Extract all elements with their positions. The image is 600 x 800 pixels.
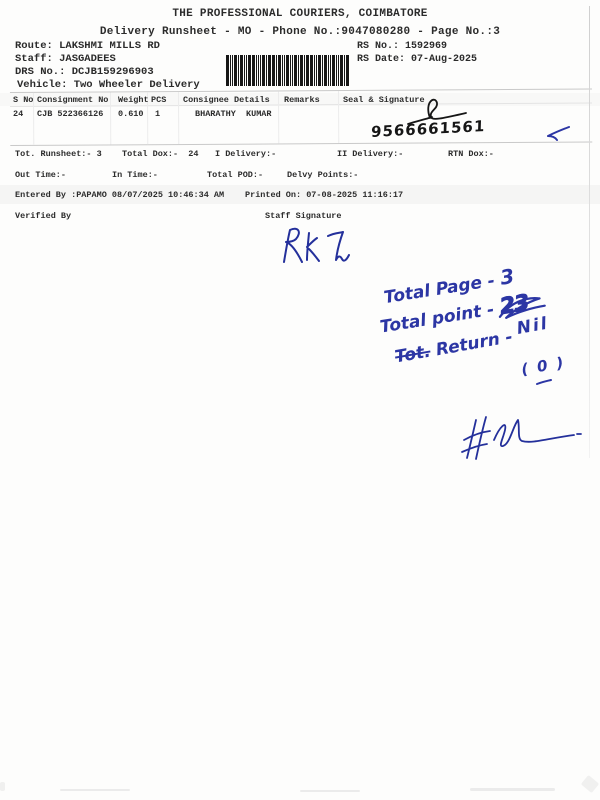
route-line: Route: LAKSHMI MILLS RD	[15, 40, 160, 52]
ii-delivery: II Delivery:-	[337, 149, 404, 159]
entered-by: Entered By :PAPAMO 08/07/2025 10:46:34 AM	[15, 190, 225, 200]
note-total-page-value: 3	[498, 263, 516, 290]
col-header-pcs: PCS	[151, 95, 167, 105]
note-total-page-label: Total Page -	[382, 269, 503, 309]
delvy-points: Delvy Points:-	[287, 170, 359, 180]
scan-smudge	[470, 788, 555, 791]
printed-on: Printed On: 07-08-2025 11:16:17	[245, 190, 404, 200]
row-consignment: CJB 522366126	[37, 109, 104, 119]
company-title: THE PROFESSIONAL COURIERS, COIMBATORE	[172, 8, 428, 20]
i-delivery: I Delivery:-	[215, 149, 277, 159]
total-runsheet: Tot. Runsheet:- 3	[15, 149, 102, 159]
note-total-point-value: 23	[497, 290, 530, 320]
total-pod: Total POD:-	[207, 170, 264, 180]
row-consignee: BHARATHY KUMAR	[195, 109, 272, 119]
note-return-struck-word: Tot.	[393, 341, 433, 368]
scan-edge-line	[589, 6, 590, 458]
rs-number: RS No.: 1592969	[357, 41, 448, 52]
row-pcs: 1	[155, 109, 161, 119]
in-time: In Time:-	[112, 170, 158, 180]
row-weight: 0.610	[118, 109, 144, 119]
col-header-consignment: Consignment No	[37, 95, 109, 105]
staff-signature-ink	[276, 224, 356, 269]
runsheet-subtitle: Delivery Runsheet - MO - Phone No.:9047080280 - Page No.:3	[99, 26, 501, 38]
scan-smudge	[0, 782, 5, 791]
col-header-seal: Seal & Signature	[343, 95, 425, 105]
note-return-value: Nil	[515, 313, 551, 339]
col-header-weight: Weight	[118, 95, 149, 105]
check-mark-ink	[545, 125, 571, 141]
row-sno: 24	[13, 109, 24, 119]
col-header-consignee: Consignee Details	[183, 95, 270, 105]
receiver-phone-handwritten: 9566661561	[370, 116, 486, 142]
verified-by-label: Verified By	[15, 211, 72, 221]
total-dox: Total Dox:- 24	[122, 149, 199, 159]
staff-line: Staff: JASGADEES	[15, 53, 116, 65]
note-return-label: Return -	[428, 326, 521, 362]
vehicle-line: Vehicle: Two Wheeler Delivery	[17, 79, 200, 91]
stray-pen-mark-ink	[536, 378, 552, 386]
scan-smudge	[60, 789, 130, 791]
staff-signature-label: Staff Signature	[265, 211, 342, 221]
note-return-sub-value: ( 0 )	[519, 353, 567, 379]
rs-date: RS Date: 07-Aug-2025	[357, 54, 478, 65]
drs-number-line: DRS No.: DCJB159296903	[15, 66, 154, 78]
col-header-sno: S No	[13, 95, 34, 105]
scan-smudge	[581, 775, 599, 793]
col-header-remarks: Remarks	[284, 95, 320, 105]
rtn-dox: RTN Dox:-	[448, 149, 494, 159]
delivery-signature-ink	[460, 408, 585, 468]
scan-smudge	[300, 790, 360, 792]
note-total-point-label: Total point -	[378, 298, 502, 338]
out-time: Out Time:-	[15, 170, 67, 180]
